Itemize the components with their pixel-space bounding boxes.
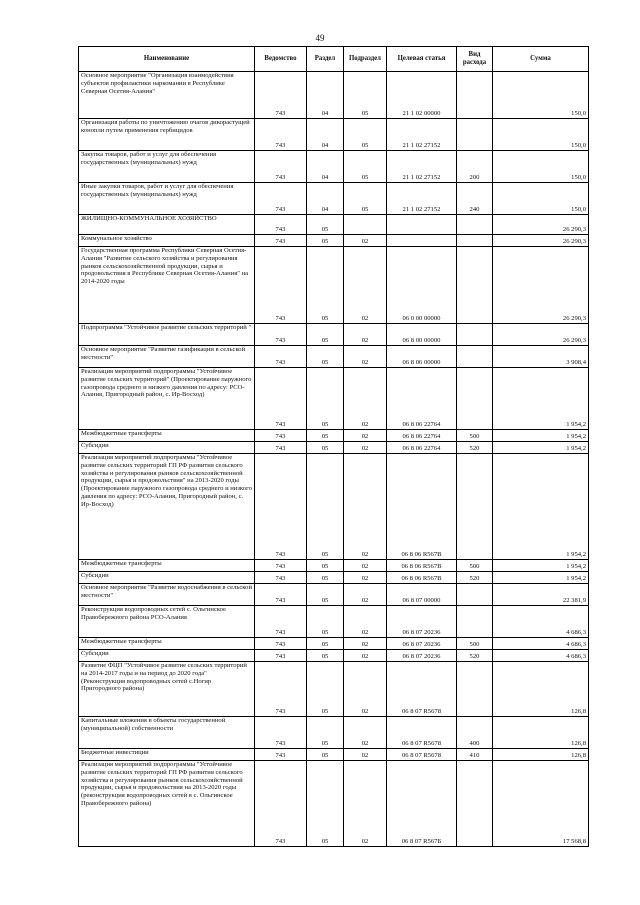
row-section: 05 <box>307 572 344 584</box>
row-department: 743 <box>255 454 307 560</box>
table-row <box>79 717 589 749</box>
table-row <box>79 72 589 119</box>
table-row <box>79 368 589 430</box>
row-expense-type: 500 <box>457 430 493 442</box>
row-expense-type: 500 <box>457 638 493 650</box>
row-amount: 4 686,3 <box>493 638 589 650</box>
row-section: 05 <box>307 442 344 454</box>
table-row <box>79 151 589 183</box>
row-name: Иные закупки товаров, работ и услуг для обеспечения государственных (муниципальных) нужд <box>79 183 255 215</box>
row-expense-type <box>457 346 493 368</box>
row-expense-type: 400 <box>457 717 493 749</box>
row-department: 743 <box>255 717 307 749</box>
row-subsection: 02 <box>344 717 387 749</box>
row-section: 04 <box>307 119 344 151</box>
row-name: Основное мероприятие "Развитие водоснабжения в сельской местности" <box>79 584 255 606</box>
row-amount: 150,0 <box>493 119 589 151</box>
row-department: 743 <box>255 560 307 572</box>
row-department: 743 <box>255 584 307 606</box>
row-name: Межбюджетные трансферты <box>79 430 255 442</box>
row-subsection: 02 <box>344 638 387 650</box>
row-name: Субсидии <box>79 650 255 662</box>
row-expense-type <box>457 119 493 151</box>
row-section: 05 <box>307 650 344 662</box>
row-department: 743 <box>255 430 307 442</box>
row-expense-type <box>457 368 493 430</box>
row-section: 05 <box>307 761 344 847</box>
row-section: 05 <box>307 560 344 572</box>
table-row <box>79 247 589 324</box>
table-header-row <box>79 47 589 72</box>
table-row <box>79 215 589 235</box>
row-department: 743 <box>255 346 307 368</box>
table-row <box>79 761 589 847</box>
row-target-article: 06 8 07 00000 <box>387 584 457 606</box>
row-expense-type: 410 <box>457 749 493 761</box>
row-amount: 1 954,2 <box>493 368 589 430</box>
header-expense-type: Вид расхода <box>457 47 493 72</box>
row-amount: 1 954,2 <box>493 572 589 584</box>
table-row <box>79 638 589 650</box>
row-department: 743 <box>255 324 307 346</box>
row-amount: 150,0 <box>493 72 589 119</box>
row-amount: 150,0 <box>493 183 589 215</box>
row-target-article: 06 8 06 22764 <box>387 442 457 454</box>
row-name: Субсидии <box>79 572 255 584</box>
row-name: Бюджетные инвестиции <box>79 749 255 761</box>
row-amount: 1 954,2 <box>493 560 589 572</box>
row-name: Основное мероприятие "Организация взаимодействия субъектов профилактики наркомании в Республике Северная Осетия-Алания" <box>79 72 255 119</box>
row-department: 743 <box>255 151 307 183</box>
row-subsection: 02 <box>344 572 387 584</box>
row-expense-type <box>457 235 493 247</box>
row-department: 743 <box>255 247 307 324</box>
row-amount: 4 686,3 <box>493 606 589 638</box>
row-amount: 126,8 <box>493 662 589 717</box>
row-expense-type <box>457 662 493 717</box>
row-expense-type <box>457 606 493 638</box>
row-amount: 1 954,2 <box>493 442 589 454</box>
row-target-article: 06 8 06 R567B <box>387 572 457 584</box>
row-section: 05 <box>307 454 344 560</box>
row-target-article: 21 1 02 27152 <box>387 151 457 183</box>
row-target-article <box>387 235 457 247</box>
row-name: Закупка товаров, работ и услуг для обеспечения государственных (муниципальных) нужд <box>79 151 255 183</box>
row-section: 05 <box>307 247 344 324</box>
row-section: 05 <box>307 662 344 717</box>
row-expense-type: 520 <box>457 650 493 662</box>
row-expense-type <box>457 215 493 235</box>
row-subsection: 05 <box>344 151 387 183</box>
header-amount: Сумма <box>493 47 589 72</box>
row-department: 743 <box>255 662 307 717</box>
row-target-article <box>387 215 457 235</box>
table-row <box>79 454 589 560</box>
row-section: 05 <box>307 346 344 368</box>
table-row <box>79 584 589 606</box>
row-expense-type: 520 <box>457 572 493 584</box>
row-department: 743 <box>255 215 307 235</box>
row-subsection: 05 <box>344 183 387 215</box>
row-department: 743 <box>255 650 307 662</box>
row-expense-type: 200 <box>457 151 493 183</box>
row-section: 05 <box>307 584 344 606</box>
row-subsection: 02 <box>344 584 387 606</box>
row-expense-type <box>457 584 493 606</box>
header-target-article: Целевая статья <box>387 47 457 72</box>
table-row <box>79 119 589 151</box>
header-section: Раздел <box>307 47 344 72</box>
row-subsection: 02 <box>344 662 387 717</box>
row-department: 743 <box>255 761 307 847</box>
table-row <box>79 324 589 346</box>
row-section: 05 <box>307 717 344 749</box>
row-section: 05 <box>307 235 344 247</box>
table-row <box>79 560 589 572</box>
row-department: 743 <box>255 368 307 430</box>
row-subsection: 02 <box>344 606 387 638</box>
row-subsection <box>344 215 387 235</box>
row-name: Организация работы по уничтожению очагов дикорастущей конопли путем применения гербицидов <box>79 119 255 151</box>
row-name: Межбюджетные трансферты <box>79 638 255 650</box>
table-row <box>79 749 589 761</box>
row-amount: 126,8 <box>493 749 589 761</box>
row-amount: 150,0 <box>493 151 589 183</box>
row-target-article: 21 1 02 00000 <box>387 72 457 119</box>
table-row <box>79 442 589 454</box>
table-row <box>79 572 589 584</box>
row-expense-type <box>457 247 493 324</box>
table-row <box>79 606 589 638</box>
row-target-article: 06 8 06 00000 <box>387 346 457 368</box>
header-department: Ведомство <box>255 47 307 72</box>
row-section: 04 <box>307 151 344 183</box>
row-target-article: 06 8 00 00000 <box>387 324 457 346</box>
row-name: Развитие ФЦП "Устойчивое развитие сельских территорий на 2014-2017 годы и на период до 2020 года" (Реконструкция водопроводных сетей с.Ногир Пригородного района) <box>79 662 255 717</box>
budget-table <box>78 46 589 847</box>
row-amount: 22 381,9 <box>493 584 589 606</box>
row-expense-type: 520 <box>457 442 493 454</box>
row-subsection: 02 <box>344 454 387 560</box>
row-subsection: 02 <box>344 560 387 572</box>
row-amount: 3 908,4 <box>493 346 589 368</box>
row-name: Реализация мероприятий подпрограммы "Устойчивое развитие сельских территорий ГП РФ развития сельского хозяйства и регулирования рынков сельскохозяйственной продукции, сырья и продовольствия" на 2013-2020 годы (Проектирование паружного газопровода среднего и низкого давления по адресу: РСО-Алания, Пригородный район, с. Ир-Восход) <box>79 454 255 560</box>
row-target-article: 06 8 07 R5678 <box>387 749 457 761</box>
row-expense-type <box>457 324 493 346</box>
row-target-article: 06 8 07 R5678 <box>387 717 457 749</box>
row-target-article: 06 8 07 20236 <box>387 638 457 650</box>
row-target-article: 06 8 07 R567Б <box>387 761 457 847</box>
row-amount: 26 290,3 <box>493 235 589 247</box>
row-department: 743 <box>255 749 307 761</box>
table-row <box>79 430 589 442</box>
row-subsection: 02 <box>344 442 387 454</box>
table-row <box>79 346 589 368</box>
row-amount: 1 954,2 <box>493 454 589 560</box>
row-department: 743 <box>255 119 307 151</box>
row-target-article: 06 8 06 R567B <box>387 560 457 572</box>
row-subsection: 05 <box>344 72 387 119</box>
row-target-article: 06 8 06 22764 <box>387 368 457 430</box>
row-section: 05 <box>307 606 344 638</box>
row-subsection: 02 <box>344 247 387 324</box>
row-subsection: 05 <box>344 119 387 151</box>
row-expense-type: 240 <box>457 183 493 215</box>
row-expense-type <box>457 454 493 560</box>
row-section: 04 <box>307 183 344 215</box>
row-name: Государственная программа Республики Северная Осетия-Алания "Развитие сельского хозяйства и регулирования рынков сельскохозяйственной продукции, сырья и продовольствия в Республике Северная Осетия-Алания" на 2014-2020 годы <box>79 247 255 324</box>
row-department: 743 <box>255 638 307 650</box>
row-target-article: 06 8 06 22764 <box>387 430 457 442</box>
row-target-article: 06 8 06 R567B <box>387 454 457 560</box>
row-department: 743 <box>255 72 307 119</box>
row-name: Коммунальное хозяйство <box>79 235 255 247</box>
row-section: 05 <box>307 368 344 430</box>
header-name: Наименование <box>79 47 255 72</box>
row-department: 743 <box>255 572 307 584</box>
row-section: 05 <box>307 324 344 346</box>
row-name: Реализация мероприятий подпрограммы "Устойчивое развитие сельских территорий" (Проектирование паружного газопровода среднего и низкого давления по адресу: РСО-Алания, Пригородный район, с. Ир-Восход) <box>79 368 255 430</box>
row-subsection: 02 <box>344 368 387 430</box>
row-expense-type <box>457 761 493 847</box>
row-subsection: 02 <box>344 235 387 247</box>
row-target-article: 06 8 07 20236 <box>387 650 457 662</box>
row-target-article: 21 1 02 27152 <box>387 183 457 215</box>
row-department: 743 <box>255 606 307 638</box>
row-amount: 26 290,3 <box>493 324 589 346</box>
header-subsection: Подраздел <box>344 47 387 72</box>
row-expense-type <box>457 72 493 119</box>
table-row <box>79 662 589 717</box>
row-amount: 26 290,3 <box>493 215 589 235</box>
row-target-article: 06 8 07 20236 <box>387 606 457 638</box>
row-name: Реализация мероприятий подпрограммы "Устойчивое развитие сельских территорий ГП РФ развития сельского хозяйства и регулирования рынков сельскохозяйственной продукции, сырья и продовольствия на 2013-2020 годы (реконструкция водопроводных сетей в с. Ольгинское Правобережного района) <box>79 761 255 847</box>
table-row <box>79 183 589 215</box>
row-department: 743 <box>255 183 307 215</box>
row-subsection: 02 <box>344 346 387 368</box>
page-number: 49 <box>315 33 325 43</box>
row-section: 04 <box>307 72 344 119</box>
row-target-article: 06 0 00 00000 <box>387 247 457 324</box>
row-amount: 17 568,8 <box>493 761 589 847</box>
table-row <box>79 650 589 662</box>
row-section: 05 <box>307 430 344 442</box>
row-target-article: 06 8 07 R5678 <box>387 662 457 717</box>
row-name: Реконструкция водопроводных сетей с. Ольгинское Правобережного района РСО-Алания <box>79 606 255 638</box>
row-amount: 4 686,3 <box>493 650 589 662</box>
row-target-article: 21 1 02 27152 <box>387 119 457 151</box>
row-department: 743 <box>255 235 307 247</box>
row-subsection: 02 <box>344 324 387 346</box>
row-department: 743 <box>255 442 307 454</box>
row-name: Межбюджетные трансферты <box>79 560 255 572</box>
row-name: Основное мероприятие "Развитие газификации в сельской местности" <box>79 346 255 368</box>
row-name: Подпрограмма "Устойчивое развитие сельских территорий " <box>79 324 255 346</box>
row-name: Капитальные вложения в объекты государственной (муниципальной) собственности <box>79 717 255 749</box>
row-subsection: 02 <box>344 430 387 442</box>
row-name: Субсидии <box>79 442 255 454</box>
row-subsection: 02 <box>344 650 387 662</box>
row-subsection: 02 <box>344 749 387 761</box>
row-expense-type: 500 <box>457 560 493 572</box>
table-row <box>79 235 589 247</box>
row-subsection: 02 <box>344 761 387 847</box>
row-name: ЖИЛИЩНО-КОММУНАЛЬНОЕ ХОЗЯЙСТВО <box>79 215 255 235</box>
row-section: 05 <box>307 749 344 761</box>
row-section: 05 <box>307 638 344 650</box>
row-amount: 26 290,3 <box>493 247 589 324</box>
row-section: 05 <box>307 215 344 235</box>
row-amount: 126,8 <box>493 717 589 749</box>
row-amount: 1 954,2 <box>493 430 589 442</box>
